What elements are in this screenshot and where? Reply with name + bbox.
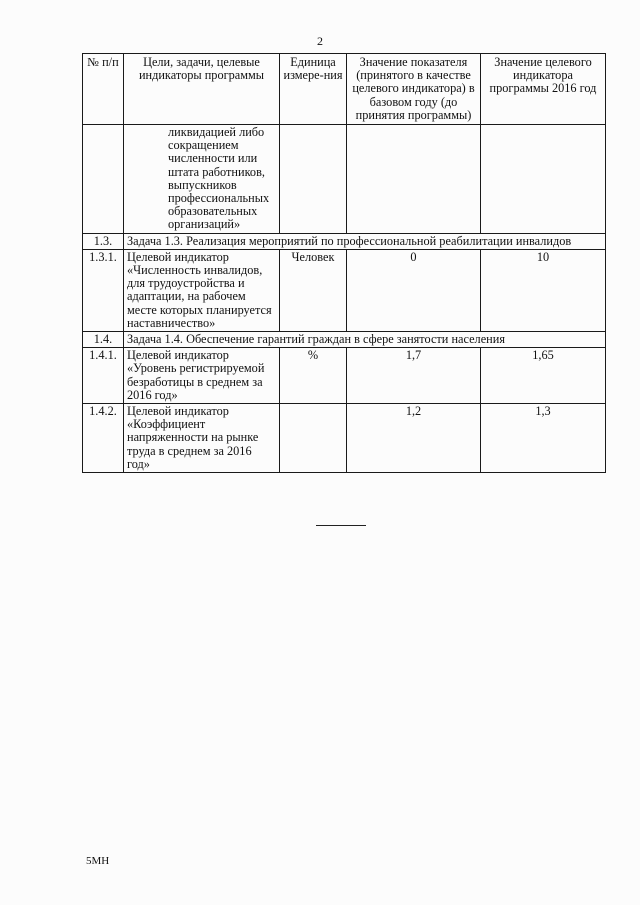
row-target-value xyxy=(481,125,606,234)
row-base-value: 0 xyxy=(347,249,481,331)
row-number: 1.4.1. xyxy=(83,348,124,404)
row-target-value: 1,3 xyxy=(481,404,606,473)
task-row xyxy=(83,233,606,249)
row-base-value: 1,2 xyxy=(347,404,481,473)
table-row xyxy=(83,125,606,234)
row-unit xyxy=(280,125,347,234)
closing-divider xyxy=(316,525,366,526)
footer-code: 5МН xyxy=(86,855,110,867)
task-number: 1.3. xyxy=(83,233,124,249)
table-row xyxy=(83,348,606,404)
row-unit: Человек xyxy=(280,249,347,331)
task-row xyxy=(83,332,606,348)
header-name: Цели, задачи, целевые индикаторы программы xyxy=(124,54,280,125)
header-base-value: Значение показателя (принятого в качестве целевого индикатора) в базовом году (до принятия программы) xyxy=(347,54,481,125)
row-number: 1.4.2. xyxy=(83,404,124,473)
page-number: 2 xyxy=(317,34,323,48)
row-base-value: 1,7 xyxy=(347,348,481,404)
row-base-value xyxy=(347,125,481,234)
row-name: Целевой индикатор «Уровень регистрируемой безработицы в среднем за 2016 год» xyxy=(124,348,280,404)
row-unit xyxy=(280,404,347,473)
row-target-value: 10 xyxy=(481,249,606,331)
task-number: 1.4. xyxy=(83,332,124,348)
row-target-value: 1,65 xyxy=(481,348,606,404)
row-number: 1.3.1. xyxy=(83,249,124,331)
header-number: № п/п xyxy=(83,54,124,125)
row-name: Целевой индикатор «Коэффициент напряженности на рынке труда в среднем за 2016 год» xyxy=(124,404,280,473)
table-row xyxy=(83,404,606,473)
row-number xyxy=(83,125,124,234)
task-title: Задача 1.4. Обеспечение гарантий граждан в сфере занятости населения xyxy=(124,332,606,348)
row-unit: % xyxy=(280,348,347,404)
header-unit: Единица измере-ния xyxy=(280,54,347,125)
task-title: Задача 1.3. Реализация мероприятий по профессиональной реабилитации инвалидов xyxy=(124,233,606,249)
table-header-row xyxy=(83,54,606,125)
indicators-table xyxy=(82,53,606,473)
row-name: Целевой индикатор «Численность инвалидов, для трудоустройства и адаптации, на рабочем месте которых планируется наставничество» xyxy=(124,249,280,331)
table-row xyxy=(83,249,606,331)
header-target-value: Значение целевого индикатора программы 2016 год xyxy=(481,54,606,125)
row-name: ликвидацией либо сокращением численности или штата работников, выпускников профессиональных образовательных организаций» xyxy=(124,125,280,234)
